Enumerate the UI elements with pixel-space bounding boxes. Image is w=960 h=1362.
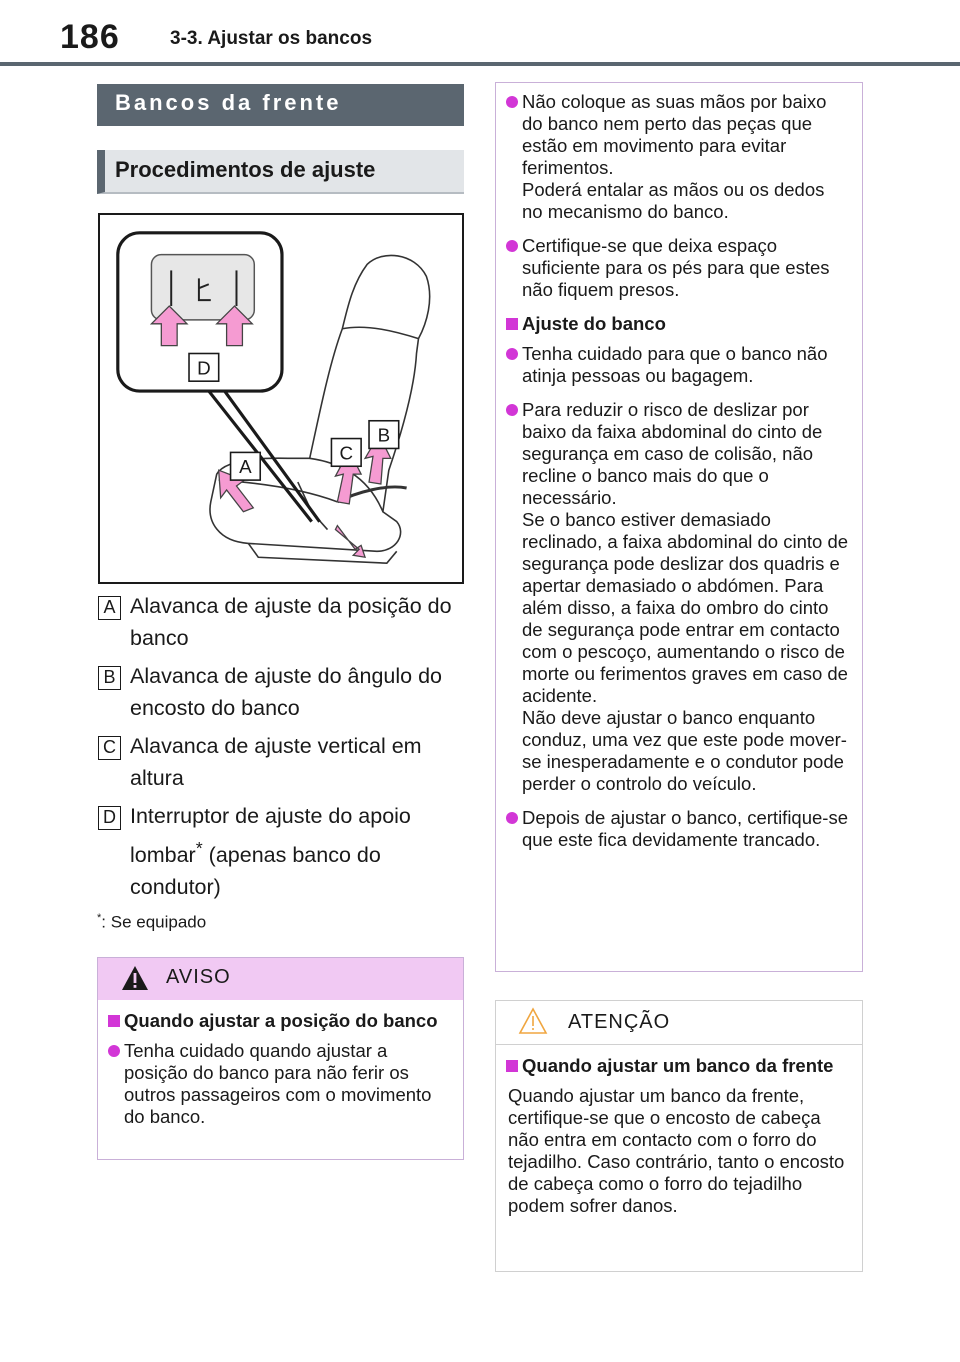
warning-heading: Quando ajustar a posição do banco — [110, 1010, 451, 1032]
caution-header — [496, 1001, 862, 1045]
page-header — [0, 0, 960, 68]
legend-text — [130, 800, 464, 903]
callout-a: A — [239, 456, 252, 478]
legend-text: Alavanca de ajuste vertical em altura — [130, 734, 422, 790]
note-item: Tenha cuidado para que o banco não atinja pessoas ou bagagem. — [508, 343, 850, 387]
callout-b: B — [377, 424, 391, 446]
footnote — [97, 912, 206, 933]
warning-triangle-icon — [120, 964, 150, 992]
seat-diagram — [100, 215, 462, 582]
left-column — [97, 84, 464, 194]
note-item: Não coloque as suas mãos por baixo do banco nem perto das peças que estão em movimento para evitar ferimentos. Poderá entalar as mãos ou os dedos no mecanismo do banco. — [508, 91, 850, 223]
legend-key: C — [98, 736, 121, 760]
warning-header — [98, 958, 463, 1000]
callout-d: D — [197, 357, 211, 379]
legend-text: Alavanca de ajuste da posição do banco — [130, 594, 452, 650]
caution-label: ATENÇÃO — [568, 1011, 671, 1033]
footnote-mark: * — [195, 838, 203, 858]
legend-text-part: Interruptor de ajuste do apoio lombar — [130, 804, 411, 868]
note-heading: Ajuste do banco — [508, 313, 850, 335]
page-number: 186 — [60, 18, 120, 56]
legend-key: D — [98, 806, 121, 830]
section-banner: Bancos da frente — [97, 84, 464, 126]
footnote-text: : Se equipado — [101, 912, 207, 932]
header-rule — [0, 62, 960, 66]
caution-heading: Quando ajustar um banco da frente — [508, 1055, 850, 1077]
warning-label: AVISO — [166, 966, 231, 988]
note-item: Depois de ajustar o banco, certifique-se que este fica devidamente trancado. — [508, 807, 850, 851]
legend-text-part: (apenas banco do condutor) — [130, 843, 381, 900]
legend-key: B — [98, 666, 121, 690]
legend-key: A — [98, 596, 121, 620]
caution-box — [495, 1000, 863, 1272]
caution-triangle-icon — [518, 1007, 548, 1035]
legend-item-d — [98, 800, 464, 903]
note-item: Certifique-se que deixa espaço suficiente para os pés para que estes não fiquem presos. — [508, 235, 850, 301]
legend-item-c — [98, 730, 464, 794]
warning-item: Tenha cuidado quando ajustar a posição do banco para não ferir os outros passageiros com o movimento do banco. — [110, 1040, 451, 1128]
seat-illustration — [98, 213, 464, 584]
figure-legend — [98, 590, 464, 909]
warning-box — [97, 957, 464, 1160]
legend-item-a — [98, 590, 464, 654]
caution-text: Quando ajustar um banco da frente, certifique-se que o encosto de cabeça não entra em contacto com o forro do tejadilho. Caso contrário, tanto o encosto de cabeça como o forro do tejadilho podem sofrer danos. — [508, 1085, 845, 1216]
legend-text: Alavanca de ajuste do ângulo do encosto do banco — [130, 664, 442, 720]
note-item: Para reduzir o risco de deslizar por baixo da faixa abdominal do cinto de segurança em caso de colisão, não recline o banco mais do que o necessário. Se o banco estiver demasiado reclinado, a faixa abdominal do cinto de segurança pode deslizar dos quadris e apertar demasiado o abdómen. Para além disso, a faixa do ombro do cinto de segurança pode entrar em contacto com o pescoço, aumentando o risco de morte ou ferimentos graves em caso de acidente. Não deve ajustar o banco enquanto conduz, uma vez que este pode mover-se inesperadamente e o condutor pode perder o controlo do veículo. — [508, 399, 850, 795]
footnote-mark: * — [97, 912, 102, 924]
section-title: 3-3. Ajustar os bancos — [170, 28, 373, 49]
caution-notes-box — [495, 82, 863, 972]
callout-c: C — [339, 442, 354, 464]
sub-section-banner: Procedimentos de ajuste — [97, 150, 464, 194]
legend-item-b — [98, 660, 464, 724]
